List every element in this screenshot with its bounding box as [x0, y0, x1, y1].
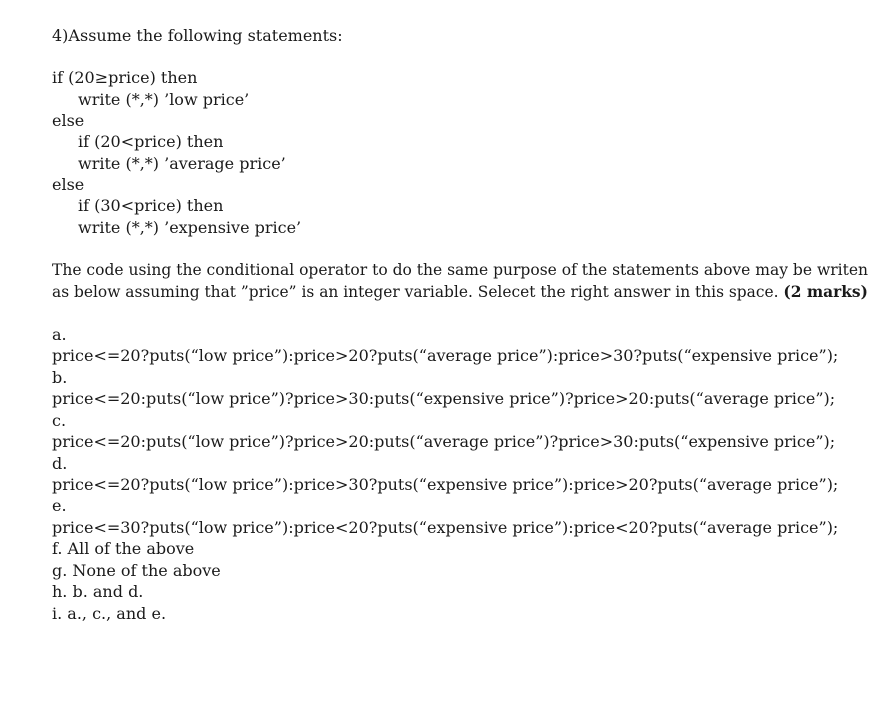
marks-label: (2 marks)	[783, 282, 868, 301]
code-line-if-average: if (20<price) then	[78, 132, 224, 151]
code-line-if-low: if (20≥price) then	[52, 68, 198, 87]
option-b-text[interactable]: price<=20:puts(“low price”)?price>30:puts(“expensive price”)?price>20:puts(“average price”);	[52, 389, 836, 408]
option-i[interactable]: i. a., c., and e.	[52, 604, 167, 623]
option-h[interactable]: h. b. and d.	[52, 582, 144, 601]
option-e-text[interactable]: price<=30?puts(“low price”):price<20?puts(“expensive price”):price<20?puts(“average price”);	[52, 518, 839, 537]
option-d-text[interactable]: price<=20?puts(“low price”):price>30?puts(“expensive price”):price>20?puts(“average price”);	[52, 475, 839, 494]
option-d-label[interactable]: d.	[52, 454, 68, 473]
option-a-text[interactable]: price<=20?puts(“low price”):price>20?puts(“average price”):price>30?puts(“expensive price”);	[52, 346, 839, 365]
code-line-else-2: else	[52, 175, 85, 194]
option-g[interactable]: g. None of the above	[52, 561, 221, 580]
code-line-if-expensive: if (30<price) then	[78, 196, 224, 215]
code-line-write-average: write (*,*) ’average price’	[78, 154, 286, 173]
prompt-line-2-text: as below assuming that ”price” is an integer variable. Selecet the right answer in this space.	[52, 282, 779, 301]
prompt-line-1: The code using the conditional operator to do the same purpose of the statements above may be writen	[52, 260, 868, 279]
question-heading: 4)Assume the following statements:	[52, 26, 343, 45]
option-c-label[interactable]: c.	[52, 411, 67, 430]
code-line-write-expensive: write (*,*) ’expensive price’	[78, 218, 302, 237]
prompt-line-2	[52, 282, 868, 302]
code-line-else-1: else	[52, 111, 85, 130]
option-e-label[interactable]: e.	[52, 496, 67, 515]
option-b-label[interactable]: b.	[52, 368, 68, 387]
option-a-label[interactable]: a.	[52, 325, 67, 344]
option-c-text[interactable]: price<=20:puts(“low price”)?price>20:puts(“average price”)?price>30:puts(“expensive price”);	[52, 432, 836, 451]
code-line-write-low: write (*,*) ’low price’	[78, 90, 250, 109]
option-f[interactable]: f. All of the above	[52, 539, 195, 558]
